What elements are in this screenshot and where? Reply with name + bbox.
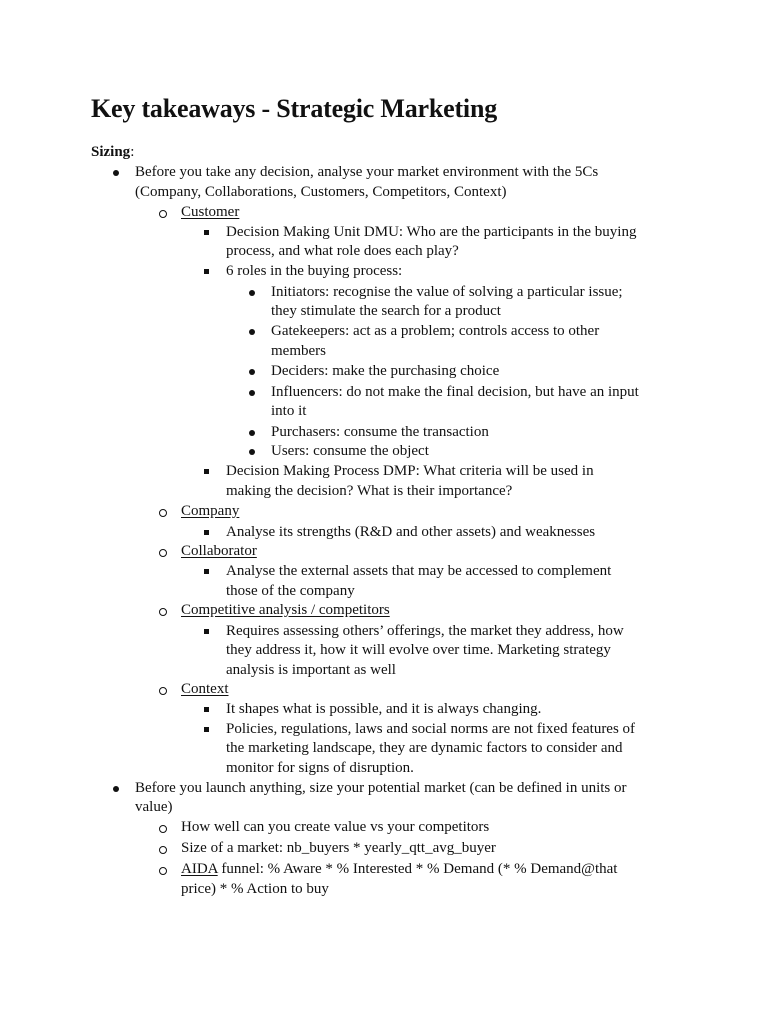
square-bullet-icon	[204, 700, 214, 719]
circle-bullet-icon	[159, 860, 169, 879]
list-item-line: process, and what role does each play?	[226, 243, 459, 259]
list-item-line: (Company, Collaborations, Customers, Competitors, Context)	[135, 184, 507, 200]
circle-bullet-icon	[159, 818, 169, 837]
list-item-line: Policies, regulations, laws and social norms are not fixed features of	[226, 721, 636, 737]
list-item-line: Size of a market: nb_buyers * yearly_qtt_avg_buyer	[181, 840, 496, 856]
list-item-line: It shapes what is possible, and it is always changing.	[226, 701, 542, 717]
list-item-line: Gatekeepers: act as a problem; controls access to other	[271, 323, 600, 339]
list-item-line: Decision Making Unit DMU: Who are the participants in the buying	[226, 224, 637, 240]
list-item-line: value)	[135, 799, 173, 815]
list-item-line: analysis is important as well	[226, 662, 396, 678]
disc-bullet-icon	[249, 362, 259, 381]
aida-text: funnel: % Aware * % Interested * % Demand (* % Demand@that	[217, 861, 618, 877]
circle-bullet-icon	[159, 542, 169, 561]
aida-term: AIDA	[181, 861, 218, 877]
list-item-line: price) * % Action to buy	[181, 881, 329, 897]
section-label: Sizing	[91, 144, 131, 160]
disc-bullet-icon	[249, 383, 259, 402]
subheading-collaborator: Collaborator	[181, 543, 257, 559]
list-item-line: making the decision? What is their importance?	[226, 483, 513, 499]
list-item-line: Deciders: make the purchasing choice	[271, 363, 500, 379]
disc-bullet-icon	[249, 283, 259, 302]
square-bullet-icon	[204, 262, 214, 281]
disc-bullet-icon	[113, 163, 123, 182]
list-item-line: they address it, how it will evolve over time. Marketing strategy	[226, 642, 611, 658]
list-item-line: the marketing landscape, they are dynamic factors to consider and	[226, 740, 623, 756]
list-item-line: Requires assessing others’ offerings, the market they address, how	[226, 623, 624, 639]
list-item-line: members	[271, 343, 326, 359]
circle-bullet-icon	[159, 839, 169, 858]
list-item-line	[181, 860, 617, 880]
list-item-line: Before you take any decision, analyse your market environment with the 5Cs	[135, 164, 599, 180]
disc-bullet-icon	[249, 322, 259, 341]
list-item-line: Decision Making Process DMP: What criteria will be used in	[226, 463, 594, 479]
subheading-company: Company	[181, 503, 240, 519]
circle-bullet-icon	[159, 680, 169, 699]
page-title: Key takeaways - Strategic Marketing	[91, 94, 498, 123]
disc-bullet-icon	[249, 423, 259, 442]
list-item-line: Before you launch anything, size your potential market (can be defined in units or	[135, 780, 627, 796]
list-item-line: Influencers: do not make the final decision, but have an input	[271, 384, 639, 400]
circle-bullet-icon	[159, 203, 169, 222]
list-item-line: those of the company	[226, 583, 355, 599]
square-bullet-icon	[204, 720, 214, 739]
list-item-line: Analyse its strengths (R&D and other assets) and weaknesses	[226, 524, 596, 540]
list-item-line: How well can you create value vs your competitors	[181, 819, 490, 835]
list-item-line: monitor for signs of disruption.	[226, 760, 414, 776]
square-bullet-icon	[204, 622, 214, 641]
list-item-line: they stimulate the search for a product	[271, 303, 501, 319]
disc-bullet-icon	[249, 442, 259, 461]
circle-bullet-icon	[159, 502, 169, 521]
subheading-context: Context	[181, 681, 229, 697]
list-item-line: Purchasers: consume the transaction	[271, 424, 489, 440]
square-bullet-icon	[204, 462, 214, 481]
list-item-line: Users: consume the object	[271, 443, 429, 459]
square-bullet-icon	[204, 523, 214, 542]
subheading-customer: Customer	[181, 204, 240, 220]
list-item-line: Initiators: recognise the value of solving a particular issue;	[271, 284, 623, 300]
list-item-line: 6 roles in the buying process:	[226, 263, 403, 279]
section-colon: :	[130, 144, 135, 160]
section-heading	[91, 143, 134, 163]
list-item-line: into it	[271, 403, 307, 419]
list-item-line: Analyse the external assets that may be accessed to complement	[226, 563, 612, 579]
square-bullet-icon	[204, 562, 214, 581]
square-bullet-icon	[204, 223, 214, 242]
circle-bullet-icon	[159, 601, 169, 620]
disc-bullet-icon	[113, 779, 123, 798]
subheading-competitors: Competitive analysis / competitors	[181, 602, 390, 618]
